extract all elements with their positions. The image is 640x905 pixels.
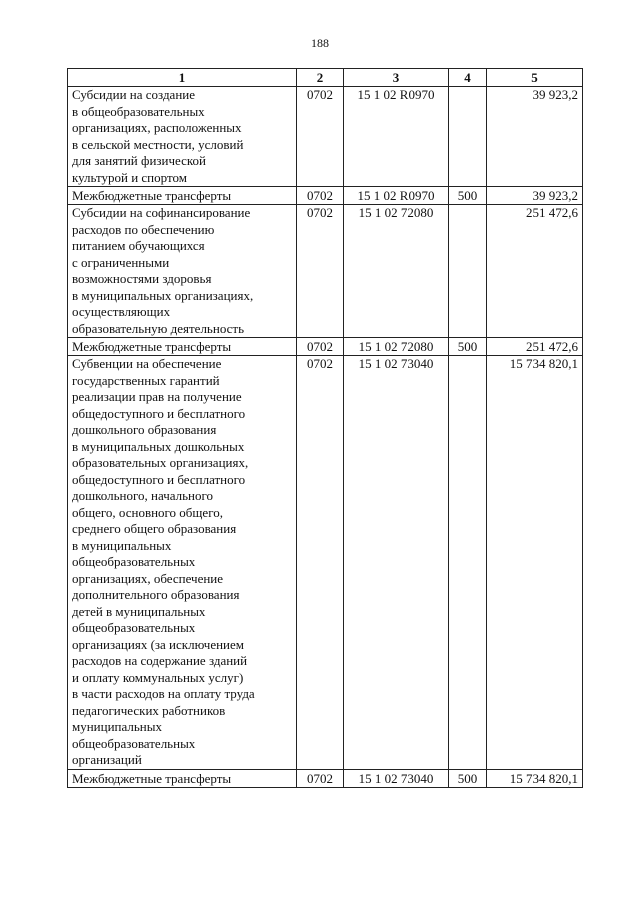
- column-header: 5: [487, 69, 583, 87]
- expense-name: Межбюджетные трансферты: [72, 770, 232, 786]
- target-code-cell: 15 1 02 72080: [344, 205, 449, 338]
- section-code-cell: 0702: [297, 187, 344, 205]
- column-header: 4: [449, 69, 487, 87]
- section-code-cell: 0702: [297, 205, 344, 338]
- amount-cell: 39 923,2: [487, 87, 583, 187]
- expense-name-cell: [68, 356, 297, 770]
- column-header: 2: [297, 69, 344, 87]
- expense-name: Межбюджетные трансферты: [72, 339, 232, 354]
- table-header-row: [68, 69, 583, 87]
- expense-name-cell: [68, 338, 297, 356]
- table-row: [68, 205, 583, 338]
- section-code-cell: 0702: [297, 338, 344, 356]
- amount-cell: 15 734 820,1: [487, 356, 583, 770]
- section-code-cell: 0702: [297, 769, 344, 787]
- expense-type-cell: 500: [449, 187, 487, 205]
- page-number: 188: [311, 36, 329, 50]
- amount-cell: 251 472,6: [487, 338, 583, 356]
- table-row: [68, 338, 583, 356]
- expense-name-cell: [68, 769, 297, 787]
- expense-type-cell: [449, 356, 487, 770]
- expense-name: Субсидии на создание в общеобразовательных организациях, расположенных в сельской местности, условий для занятий физической культурой и спортом: [72, 87, 244, 185]
- expense-type-cell: [449, 87, 487, 187]
- table-row: [68, 187, 583, 205]
- target-code-cell: 15 1 02 72080: [344, 338, 449, 356]
- expense-name: Субсидии на софинансирование расходов по обеспечению питанием обучающихся с ограниченными возможностями здоровья в муниципальных организациях, осуществляющих образовательную деятельность: [72, 205, 254, 336]
- expense-type-cell: 500: [449, 338, 487, 356]
- expense-name-cell: [68, 187, 297, 205]
- expense-type-cell: 500: [449, 769, 487, 787]
- budget-table: [67, 68, 583, 788]
- expense-type-cell: [449, 205, 487, 338]
- table-row: [68, 356, 583, 770]
- table-row: [68, 769, 583, 787]
- expense-name: Межбюджетные трансферты: [72, 188, 232, 203]
- target-code-cell: 15 1 02 R0970: [344, 187, 449, 205]
- amount-cell: 15 734 820,1: [487, 769, 583, 787]
- target-code-cell: 15 1 02 R0970: [344, 87, 449, 187]
- amount-cell: 251 472,6: [487, 205, 583, 338]
- expense-name-cell: [68, 205, 297, 338]
- table-row: [68, 87, 583, 187]
- amount-cell: 39 923,2: [487, 187, 583, 205]
- target-code-cell: 15 1 02 73040: [344, 769, 449, 787]
- section-code-cell: 0702: [297, 356, 344, 770]
- target-code-cell: 15 1 02 73040: [344, 356, 449, 770]
- column-header: 3: [344, 69, 449, 87]
- expense-name: Субвенции на обеспечение государственных гарантий реализации прав на получение общедоступного и бесплатного дошкольного образования в муниципальных дошкольных образовательных организациях, общедоступного и бесплатного дошкольного, начального общего, основного общего, среднего общего образования в муниципальных общеобразовательных организациях, обеспечение дополнительного образования детей в муниципальных общеобразовательных организациях (за исключением расходов на содержание зданий и оплату коммунальных услуг) в части расходов на оплату труда педагогических работников муниципальных общеобразовательных организаций: [72, 356, 255, 767]
- column-header: 1: [68, 69, 297, 87]
- expense-name-cell: [68, 87, 297, 187]
- section-code-cell: 0702: [297, 87, 344, 187]
